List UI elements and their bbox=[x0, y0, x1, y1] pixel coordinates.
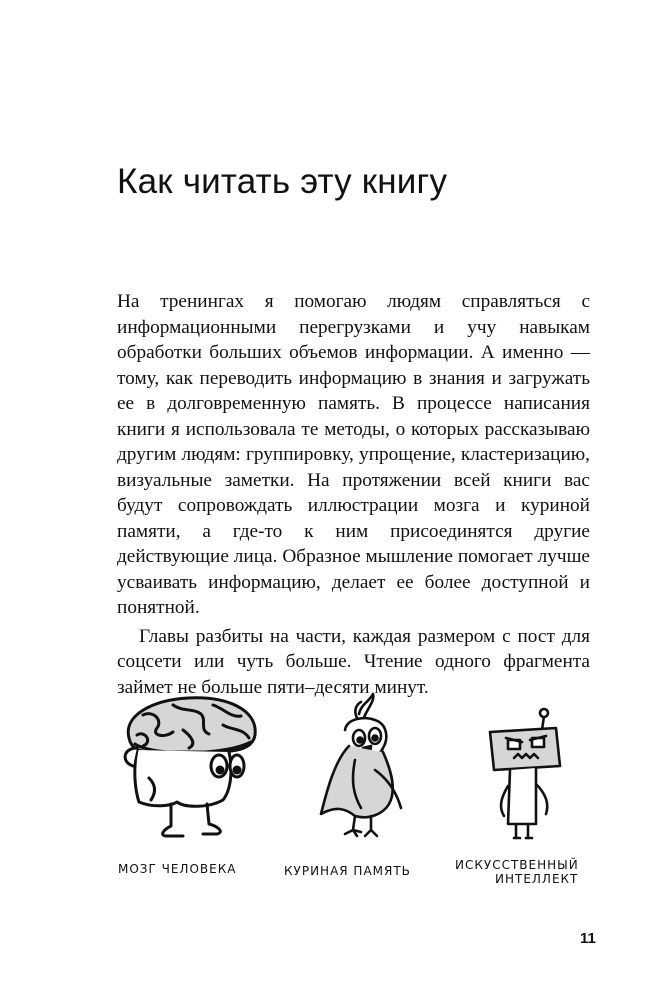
caption-robot-line2: ИНТЕЛЛЕКТ bbox=[495, 872, 579, 886]
page-number: 11 bbox=[580, 930, 596, 947]
chicken-character-icon bbox=[305, 690, 415, 855]
paragraph: Главы разбиты на части, каждая размером с пост для соцсети или чуть больше. Чтение одного фрагмента займет не больше пяти–десяти минут. bbox=[117, 625, 590, 698]
page-title: Как читать эту книгу bbox=[117, 162, 448, 201]
caption-brain: МОЗГ ЧЕЛОВЕКА bbox=[118, 862, 237, 876]
robot-character-icon bbox=[478, 706, 578, 856]
body-text bbox=[117, 289, 590, 700]
caption-chicken: КУРИНАЯ ПАМЯТЬ bbox=[284, 864, 411, 878]
paragraph: На тренингах я помогаю людям справляться с информационными перегрузками и учу навыкам обработки больших объемов информации. А именно — тому, как переводить информацию в знания и загружать ее в долговременную память. В процессе написания книги я использовала те методы, о которых рассказываю другим людям: группировку, упрощение, кластеризацию, визуальные заметки. На протяжении всей книги вас будут сопровождать иллюстрации мозга и куриной памяти, а где-то к ним присоединятся другие действующие лица. Образное мышление помогает лучше усваивать информацию, делает ее более доступной и понятной. bbox=[117, 291, 590, 618]
caption-robot bbox=[455, 858, 579, 886]
brain-character-icon bbox=[113, 690, 263, 855]
caption-robot-line1: ИСКУССТВЕННЫЙ bbox=[455, 858, 579, 872]
